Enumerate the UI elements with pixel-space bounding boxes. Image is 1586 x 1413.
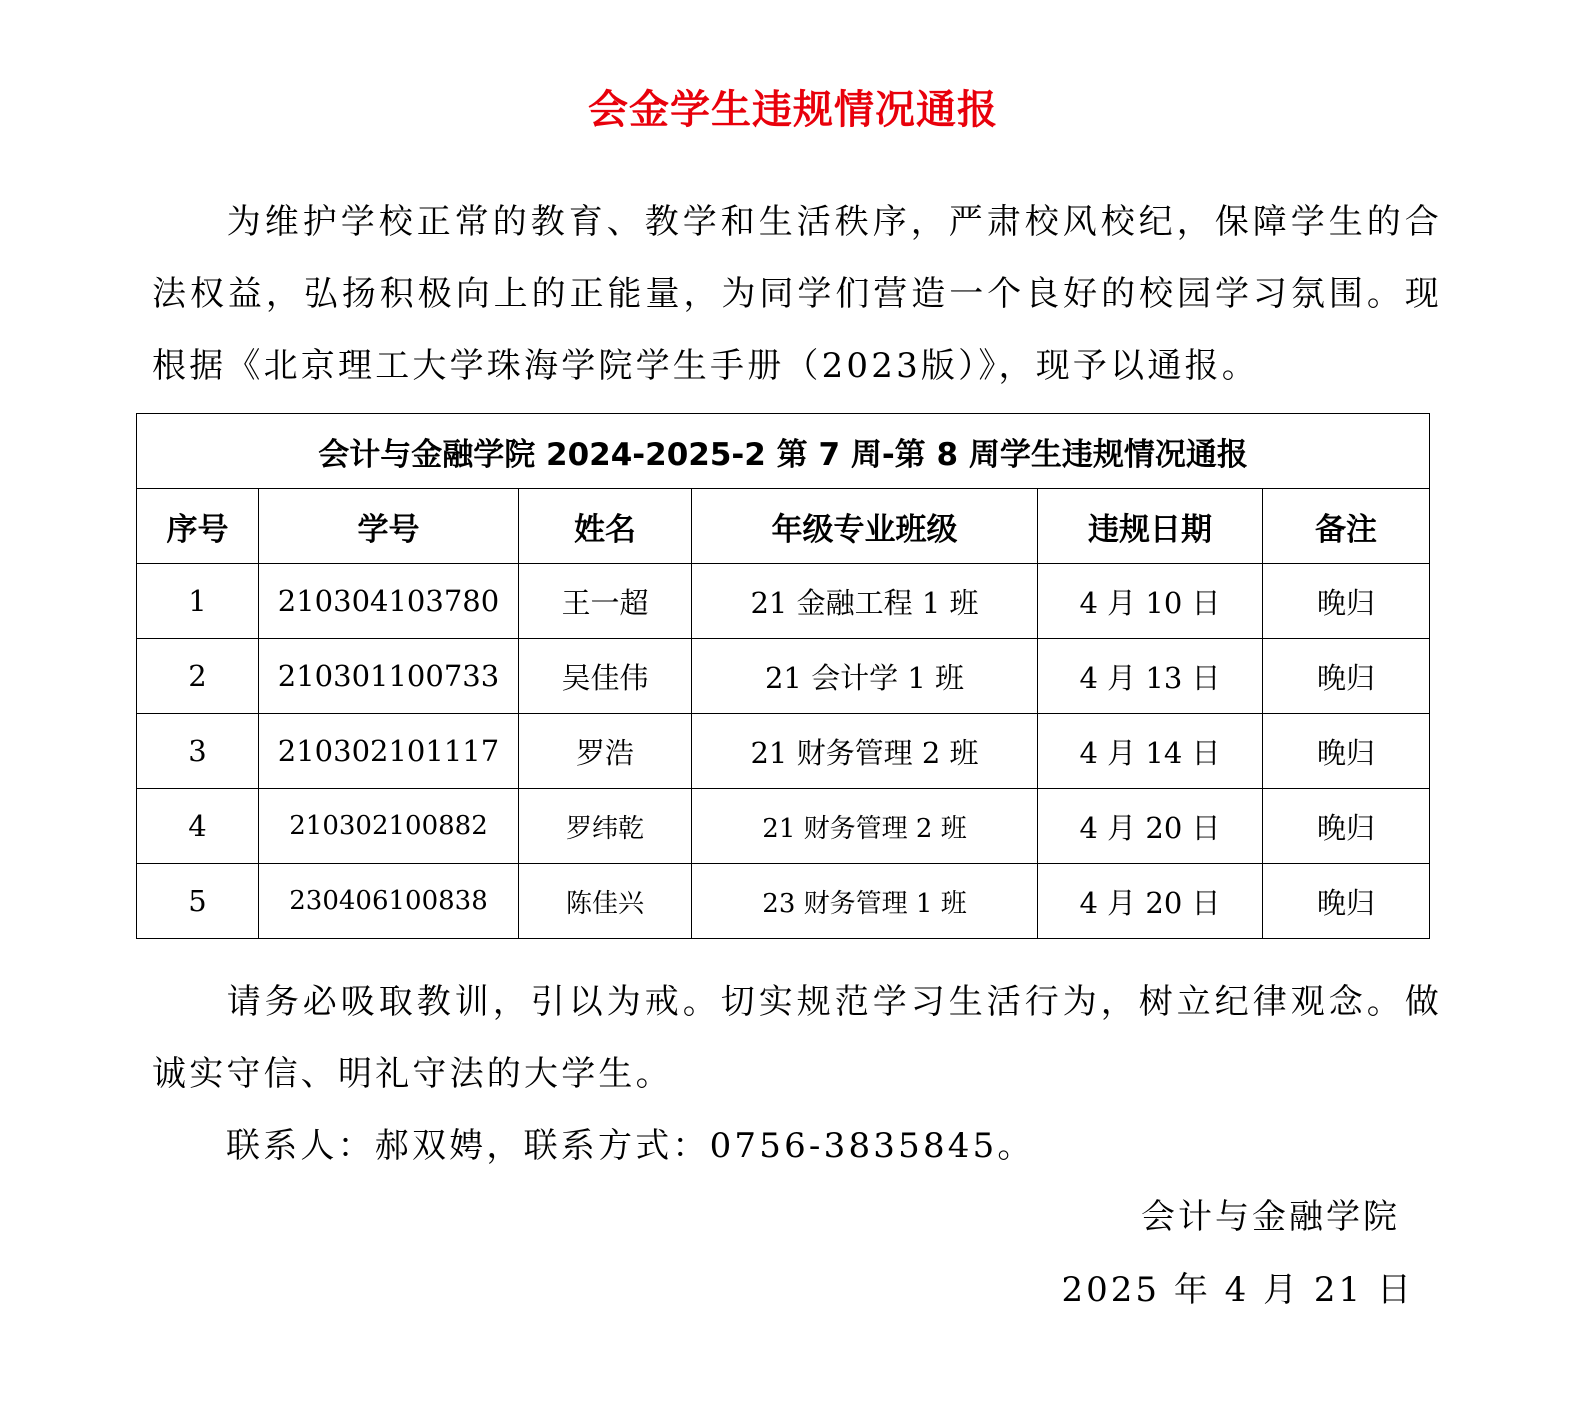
cell-date: 4 月 13 日 (1038, 639, 1263, 714)
contact-text: 联系人：郝双娉，联系方式：0756-3835845。 (226, 1126, 1035, 1166)
cell-date: 4 月 14 日 (1038, 714, 1263, 789)
warning-paragraph (152, 966, 1442, 1110)
cell-student-id: 210302100882 (259, 789, 519, 864)
cell-remark: 晚归 (1263, 789, 1430, 864)
contact-paragraph (152, 1110, 1442, 1182)
cell-date: 4 月 10 日 (1038, 564, 1263, 639)
header-class: 年级专业班级 (692, 489, 1038, 564)
cell-class: 21 金融工程 1 班 (692, 564, 1038, 639)
table-row (137, 639, 1430, 714)
cell-name: 罗纬乾 (519, 789, 692, 864)
cell-date: 4 月 20 日 (1038, 789, 1263, 864)
cell-remark: 晚归 (1263, 639, 1430, 714)
cell-index: 3 (137, 714, 259, 789)
violations-table (136, 413, 1430, 939)
table-header-row (137, 489, 1430, 564)
notice-title: 会金学生违规情况通报 (588, 87, 998, 133)
header-date: 违规日期 (1038, 489, 1263, 564)
header-remark: 备注 (1263, 489, 1430, 564)
cell-index: 2 (137, 639, 259, 714)
cell-index: 4 (137, 789, 259, 864)
cell-student-id: 210304103780 (259, 564, 519, 639)
signature-date: 2025 年 4 月 21 日 (1061, 1270, 1414, 1310)
cell-index: 5 (137, 864, 259, 939)
cell-class: 21 财务管理 2 班 (692, 789, 1038, 864)
intro-paragraph (152, 186, 1442, 402)
cell-remark: 晚归 (1263, 564, 1430, 639)
cell-name: 王一超 (519, 564, 692, 639)
warning-text: 请务必吸取教训，引以为戒。切实规范学习生活行为，树立纪律观念。做诚实守信、明礼守法的大学生。 (152, 982, 1442, 1094)
table-caption: 会计与金融学院 2024-2025-2 第 7 周-第 8 周学生违规情况通报 (137, 414, 1430, 489)
intro-text: 为维护学校正常的教育、教学和生活秩序，严肃校风校纪，保障学生的合法权益，弘扬积极向上的正能量，为同学们营造一个良好的校园学习氛围。现根据《北京理工大学珠海学院学生手册（2023版）》，现予以通报。 (152, 202, 1442, 386)
table-caption-row (137, 414, 1430, 489)
table-row (137, 789, 1430, 864)
signature-organization: 会计与金融学院 (1141, 1197, 1400, 1237)
header-name: 姓名 (519, 489, 692, 564)
cell-date: 4 月 20 日 (1038, 864, 1263, 939)
cell-remark: 晚归 (1263, 714, 1430, 789)
cell-student-id: 210302101117 (259, 714, 519, 789)
header-index: 序号 (137, 489, 259, 564)
cell-student-id: 210301100733 (259, 639, 519, 714)
cell-class: 23 财务管理 1 班 (692, 864, 1038, 939)
table-row (137, 564, 1430, 639)
cell-name: 吴佳伟 (519, 639, 692, 714)
cell-class: 21 财务管理 2 班 (692, 714, 1038, 789)
table-row (137, 864, 1430, 939)
cell-remark: 晚归 (1263, 864, 1430, 939)
header-student-id: 学号 (259, 489, 519, 564)
cell-student-id: 230406100838 (259, 864, 519, 939)
cell-class: 21 会计学 1 班 (692, 639, 1038, 714)
cell-name: 陈佳兴 (519, 864, 692, 939)
cell-index: 1 (137, 564, 259, 639)
cell-name: 罗浩 (519, 714, 692, 789)
table-row (137, 714, 1430, 789)
